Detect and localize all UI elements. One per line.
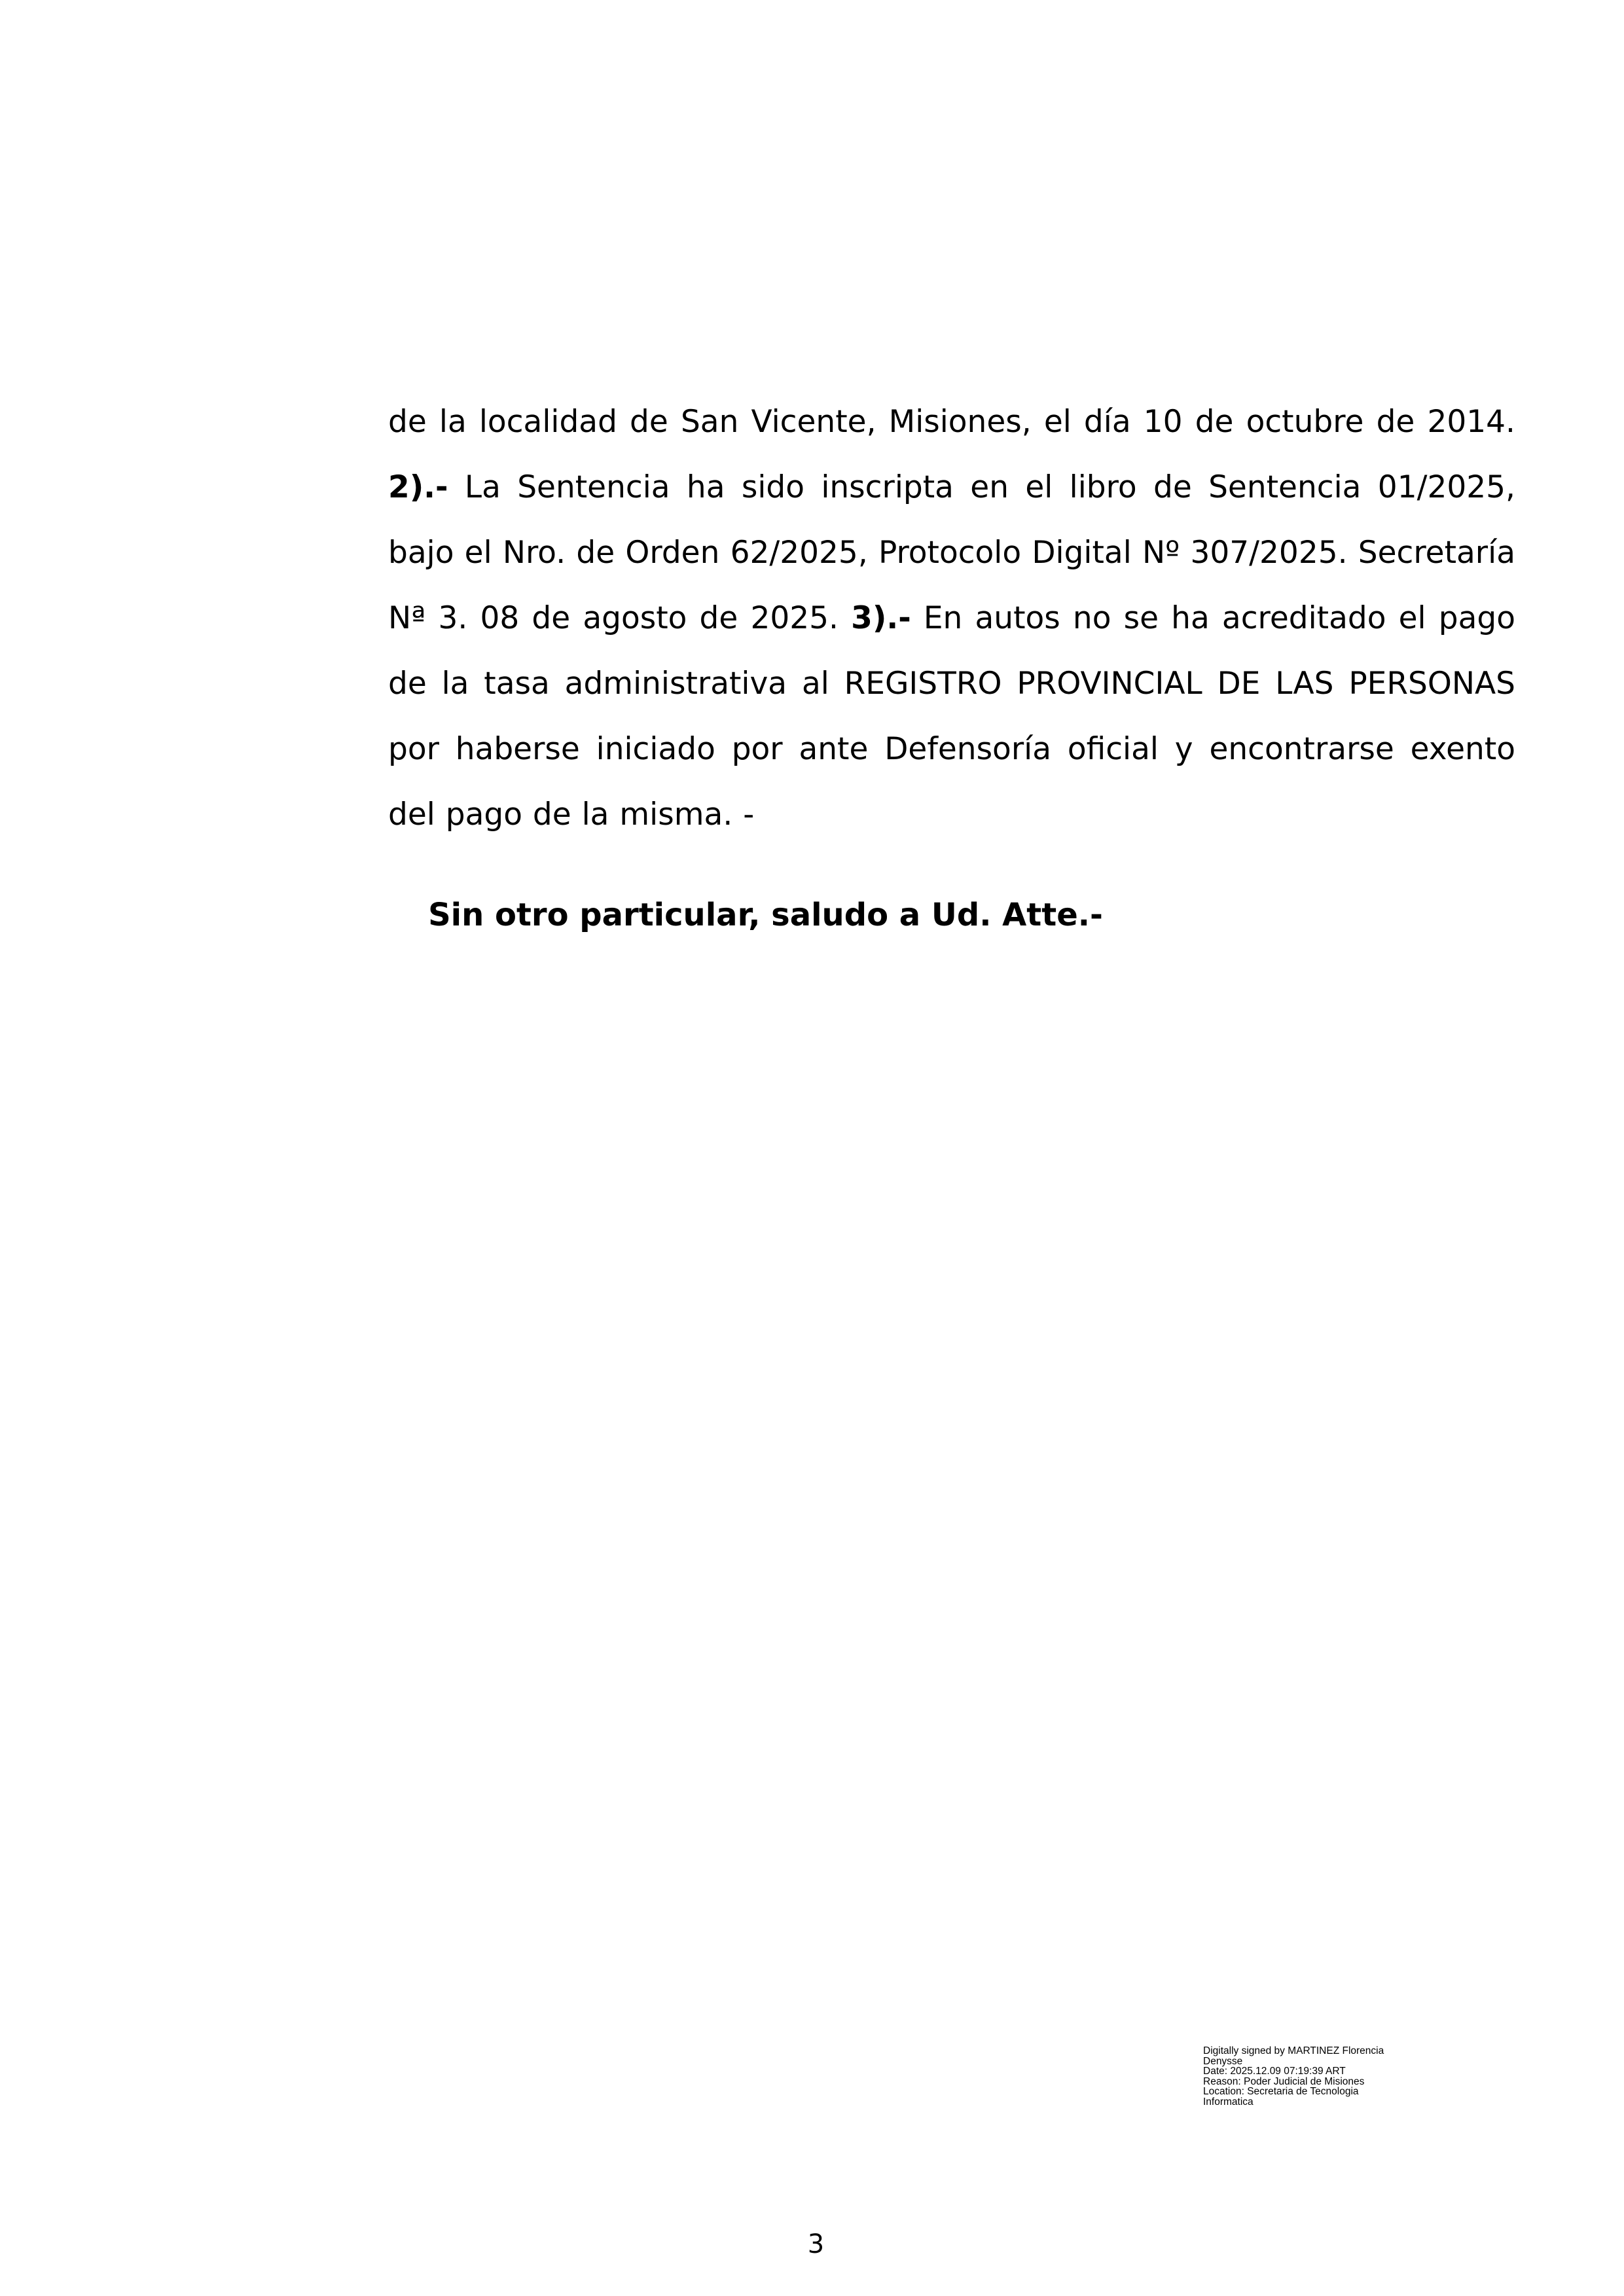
page-number: 3 <box>807 2229 825 2259</box>
signature-location-continued: Informatica <box>1203 2096 1254 2108</box>
signature-reason: Reason: Poder Judicial de Misiones <box>1203 2075 1365 2087</box>
paragraph-segment-1: de la localidad de San Vicente, Misiones, el día 10 de octubre de 2014. <box>388 404 1515 440</box>
closing-salutation: Sin otro particular, saludo a Ud. Atte.- <box>428 897 1103 933</box>
signature-location: Location: Secretaria de Tecnologia <box>1203 2086 1359 2097</box>
paragraph-segment-3: En autos no se ha acreditado el pago de la tasa administrativa al REGISTRO PROVINCIAL DE LAS PERSONAS por haberse iniciado por ante Defensoría oficial y encontrarse exento del pago de la misma. - <box>388 600 1515 833</box>
item-marker-2: 2).- <box>388 469 448 505</box>
item-marker-3: 3).- <box>851 600 911 636</box>
signature-date: Date: 2025.12.09 07:19:39 ART <box>1203 2066 1346 2077</box>
digital-signature-block <box>1203 2046 1439 2107</box>
signature-signer-name-continued: Denysse <box>1203 2055 1243 2067</box>
paragraph-segment-2: La Sentencia ha sido inscripta en el libro de Sentencia 01/2025, bajo el Nro. de Orden 62/2025, Protocolo Digital Nº 307/2025. Secretaría Nª 3. 08 de agosto de 2025. <box>388 469 1515 636</box>
signature-signer-line: Digitally signed by MARTINEZ Florencia <box>1203 2045 1384 2056</box>
body-paragraph <box>388 389 1515 848</box>
